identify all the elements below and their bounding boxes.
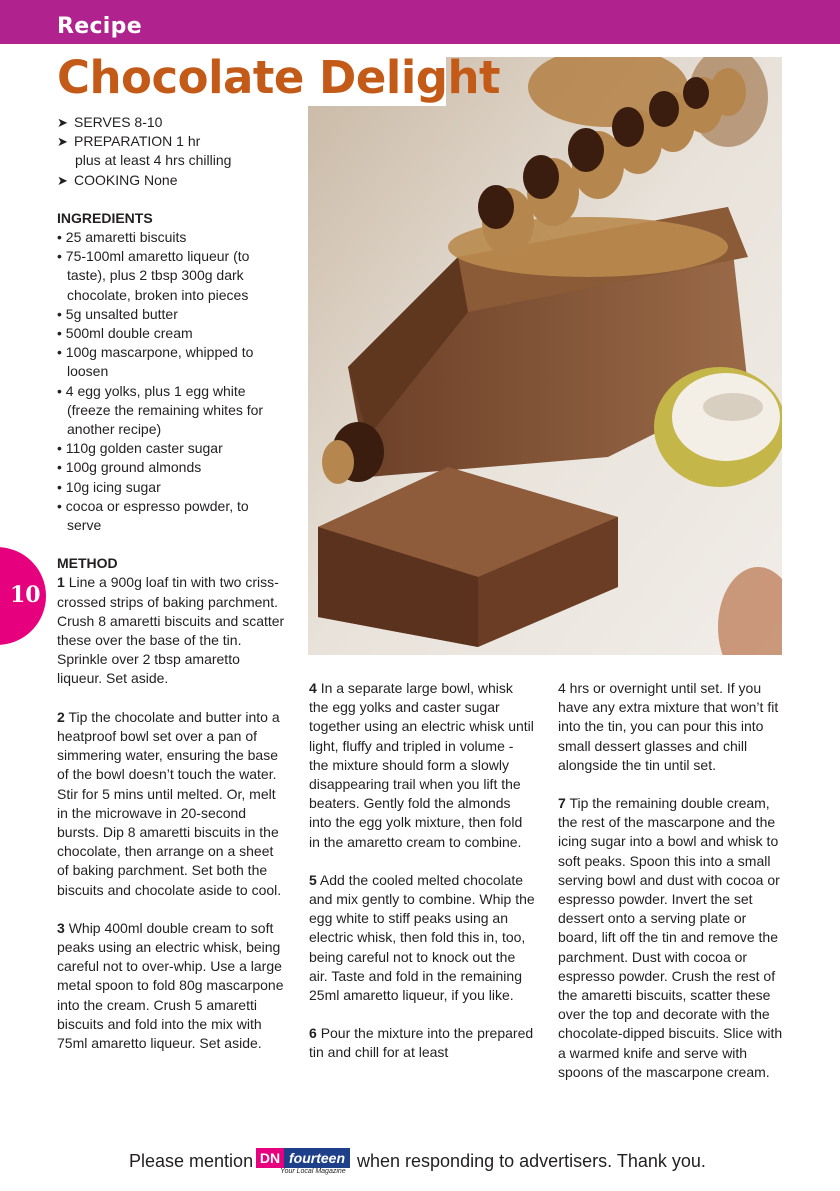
- meta-serves: [57, 113, 285, 132]
- method-step-5: 5 Add the cooled melted chocolate and mix gently to combine. Whip the egg white to stiff peaks using an electric whisk, then fold this in, too, being careful not to knock out the air. Taste and fold in the remaining 25ml amaretto liqueur, if you like.: [309, 871, 535, 1004]
- dessert-photo: [308, 57, 782, 655]
- method-step-6-continued: 4 hrs or overnight until set. If you have any extra mixture that won’t fit into the tin, you can pour this into small dessert glasses and chill alongside the tin until set.: [558, 680, 779, 773]
- list-item: • 100g mascarpone, whipped to loosen: [57, 344, 254, 380]
- list-item: • 500ml double cream: [57, 325, 193, 342]
- magazine-logo: [256, 1148, 350, 1176]
- logo-tagline: Your Local Magazine: [280, 1168, 346, 1175]
- column-1: [57, 113, 285, 1072]
- method-step-1: 1 Line a 900g loaf tin with two criss-crossed strips of baking parchment. Crush 8 amaretti biscuits and scatter these over the base of the tin. Sprinkle over 2 tbsp amaretto liqueur. Set aside.: [57, 574, 285, 687]
- logo-dn: DN: [256, 1148, 284, 1168]
- section-label: Recipe: [57, 14, 142, 39]
- list-item: • 10g icing sugar: [57, 478, 161, 495]
- meta-preparation-text: PREPARATION 1 hr: [74, 133, 201, 150]
- meta-serves-text: SERVES 8-10: [74, 114, 163, 130]
- list-item: • 110g golden caster sugar: [57, 440, 223, 457]
- footer-text-after: when responding to advertisers. Thank you.: [357, 1151, 706, 1171]
- method-heading: METHOD: [57, 555, 118, 572]
- list-item: • 5g unsalted butter: [57, 305, 178, 322]
- meta-cooking: [57, 171, 285, 190]
- arrow-icon: ➤: [57, 134, 68, 150]
- meta-preparation-extra: plus at least 4 hrs chilling: [75, 152, 232, 169]
- arrow-icon: ➤: [57, 115, 68, 130]
- method-step-4: 4 In a separate large bowl, whisk the egg yolks and caster sugar together using an electric whisk until light, fluffy and tripled in volume - the mixture should form a slowly disappearing trail when you lift the beaters. Gently fold the almonds into the egg yolk mixture, then fold in the amaretto cream to combine.: [309, 680, 534, 850]
- meta-cooking-text: COOKING None: [74, 171, 178, 188]
- list-item: • 4 egg yolks, plus 1 egg white (freeze the remaining whites for another recipe): [57, 382, 264, 438]
- list-item: • 25 amaretti biscuits: [57, 229, 187, 246]
- method-step-6: 6 Pour the mixture into the prepared tin and chill for at least: [309, 1025, 534, 1061]
- arrow-icon: ➤: [57, 172, 68, 188]
- footer: [0, 1148, 840, 1178]
- page-number: 10: [10, 582, 41, 608]
- list-item: • 100g ground almonds: [57, 459, 202, 476]
- method-step-7: 7 Tip the remaining double cream, the rest of the mascarpone and the icing sugar into a bowl and whisk to soft peaks. Spoon this into a small serving bowl and dust with cocoa or espresso powder. Invert the set dessert onto a serving plate or board, lift off the tin and remove the parchment. Dust with cocoa or espresso powder. Crush the rest of the amaretti biscuits, scatter these over the top and decorate with the chocolate-dipped biscuits. Slice with a warmed knife and serve with spoons of the mascarpone cream.: [558, 795, 783, 1080]
- column-2: [309, 679, 535, 1082]
- ingredients-heading: INGREDIENTS: [57, 209, 153, 226]
- method-step-2: 2 Tip the chocolate and butter into a heatproof bowl set over a pan of simmering water, ensuring the base of the bowl doesn’t touch the water. Stir for 5 mins until melted. Or, melt in the microwave in 20-second bursts. Dip 8 amaretti biscuits in the chocolate, then arrange on a sheet of baking parchment. Set both the biscuits and chocolate aside to cool.: [57, 708, 282, 898]
- list-item: • 75-100ml amaretto liqueur (to taste), plus 2 tbsp 300g dark chocolate, broken into pieces: [57, 248, 250, 303]
- page-title: Chocolate Delight: [57, 51, 501, 104]
- ingredients-list: [57, 228, 285, 535]
- meta-preparation: [57, 132, 285, 151]
- method-step-3: 3 Whip 400ml double cream to soft peaks using an electric whisk, being careful not to over-whip. Use a large metal spoon to fold 80g mascarpone into the cream. Crush 5 amaretti biscuits and fold into the mix with 75ml amaretto liqueur. Set aside.: [57, 919, 284, 1051]
- column-3: [558, 679, 786, 1101]
- footer-text-before: Please mention: [129, 1151, 254, 1171]
- list-item: • cocoa or espresso powder, to serve: [57, 497, 249, 534]
- logo-name: fourteen: [284, 1148, 350, 1168]
